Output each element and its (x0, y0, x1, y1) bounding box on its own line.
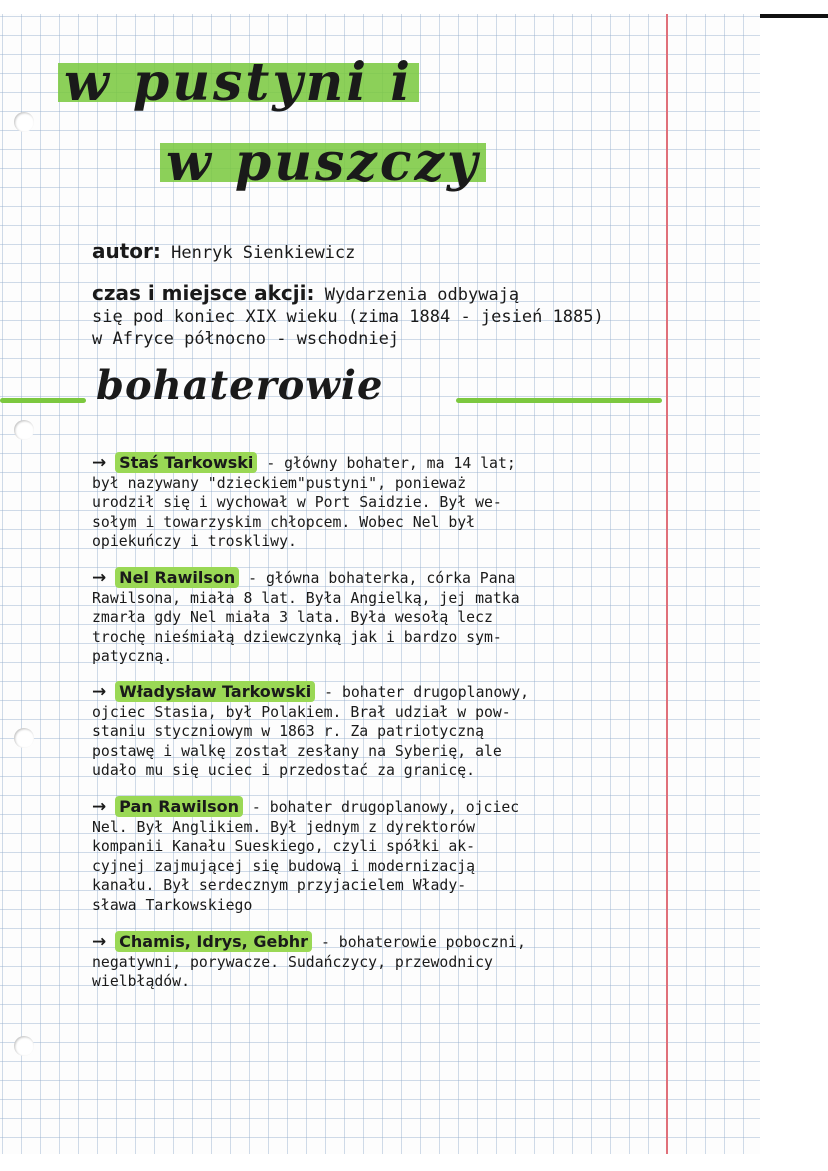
character-entry (92, 797, 592, 915)
character-line: Rawilsona, miała 8 lat. Była Angielką, jej matka (92, 589, 520, 607)
section-title: bohaterowie (96, 362, 384, 409)
character-name: Władysław Tarkowski (115, 681, 315, 702)
title-line-2 (160, 132, 486, 193)
character-line: sołym i towarzyskim chłopcem. Wobec Nel był (92, 513, 476, 531)
character-line: kanału. Był serdecznym przyjacielem Włady- (92, 877, 467, 894)
arrow-icon: → (92, 932, 107, 952)
character-line: staniu styczniowym w 1863 r. Za patriotyczną (92, 723, 484, 740)
character-line: był nazywany "dzieckiem"pustyni", ponieważ (92, 474, 467, 492)
time-place-line2: się pod koniec XIX wieku (zima 1884 - jesień 1885) (92, 307, 604, 327)
author-row (92, 240, 355, 264)
punch-hole (14, 1036, 34, 1056)
time-place-label: czas i miejsce akcji: (92, 281, 315, 305)
character-line: trochę nieśmiałą dziewczynką jak i bardzo sym- (92, 628, 502, 646)
arrow-icon: → (92, 682, 107, 702)
time-place-line3: w Afryce północno - wschodniej (92, 329, 400, 349)
character-line: kompanii Kanału Sueskiego, czyli spółki ak- (92, 838, 476, 855)
character-line: sława Tarkowskiego (92, 896, 253, 914)
character-line: patyczną. (92, 648, 173, 665)
character-entry (92, 568, 592, 667)
character-line: Nel. Był Anglikiem. Był jednym z dyrektorów (92, 818, 476, 836)
punch-hole (14, 420, 34, 440)
character-entry (92, 453, 592, 552)
character-name: Staś Tarkowski (115, 452, 257, 473)
margin-line (666, 14, 668, 1154)
character-line: - główna bohaterka, córka Pana (248, 570, 516, 587)
character-line: - bohater drugoplanowy, ojciec (251, 799, 520, 816)
character-line: postawę i walkę został zesłany na Syberię, ale (92, 742, 502, 760)
arrow-icon: → (92, 568, 107, 588)
character-line: cyjnej zajmującej się budową i modernizacją (92, 857, 476, 875)
character-line: opiekuńczy i troskliwy. (92, 533, 297, 550)
character-entry (92, 932, 592, 992)
character-line: zmarła gdy Nel miała 3 lata. Była wesołą lecz (92, 609, 493, 626)
character-entry (92, 682, 592, 781)
section-rule-left (0, 398, 86, 403)
character-line: - bohater drugoplanowy, (324, 684, 530, 701)
character-line: - główny bohater, ma 14 lat; (266, 455, 516, 472)
author-value: Henryk Sienkiewicz (171, 243, 356, 263)
arrow-icon: → (92, 453, 107, 473)
character-name: Pan Rawilson (115, 796, 243, 817)
character-line: - bohaterowie poboczni, (320, 934, 526, 951)
punch-hole (14, 728, 34, 748)
author-label: autor: (92, 239, 161, 263)
title-line-1 (58, 52, 419, 113)
arrow-icon: → (92, 797, 107, 817)
character-line: negatywni, porywacze. Sudańczycy, przewodnicy (92, 953, 493, 971)
character-name: Chamis, Idrys, Gebhr (115, 931, 312, 952)
punch-hole (14, 112, 34, 132)
character-line: udało mu się uciec i przedostać za granicę. (92, 762, 476, 779)
page-edge-line (760, 14, 828, 18)
character-line: wielbłądów. (92, 973, 190, 990)
title-text-1: w pustyni i (58, 52, 419, 113)
character-name: Nel Rawilson (115, 567, 239, 588)
character-line: ojciec Stasia, był Polakiem. Brał udział w pow- (92, 703, 511, 721)
title-text-2: w puszczy (160, 132, 486, 193)
section-rule-right (456, 398, 662, 403)
time-place-line1: Wydarzenia odbywają (324, 285, 520, 305)
time-place-block (92, 282, 612, 350)
character-line: urodził się i wychował w Port Saidzie. Był we- (92, 494, 502, 511)
